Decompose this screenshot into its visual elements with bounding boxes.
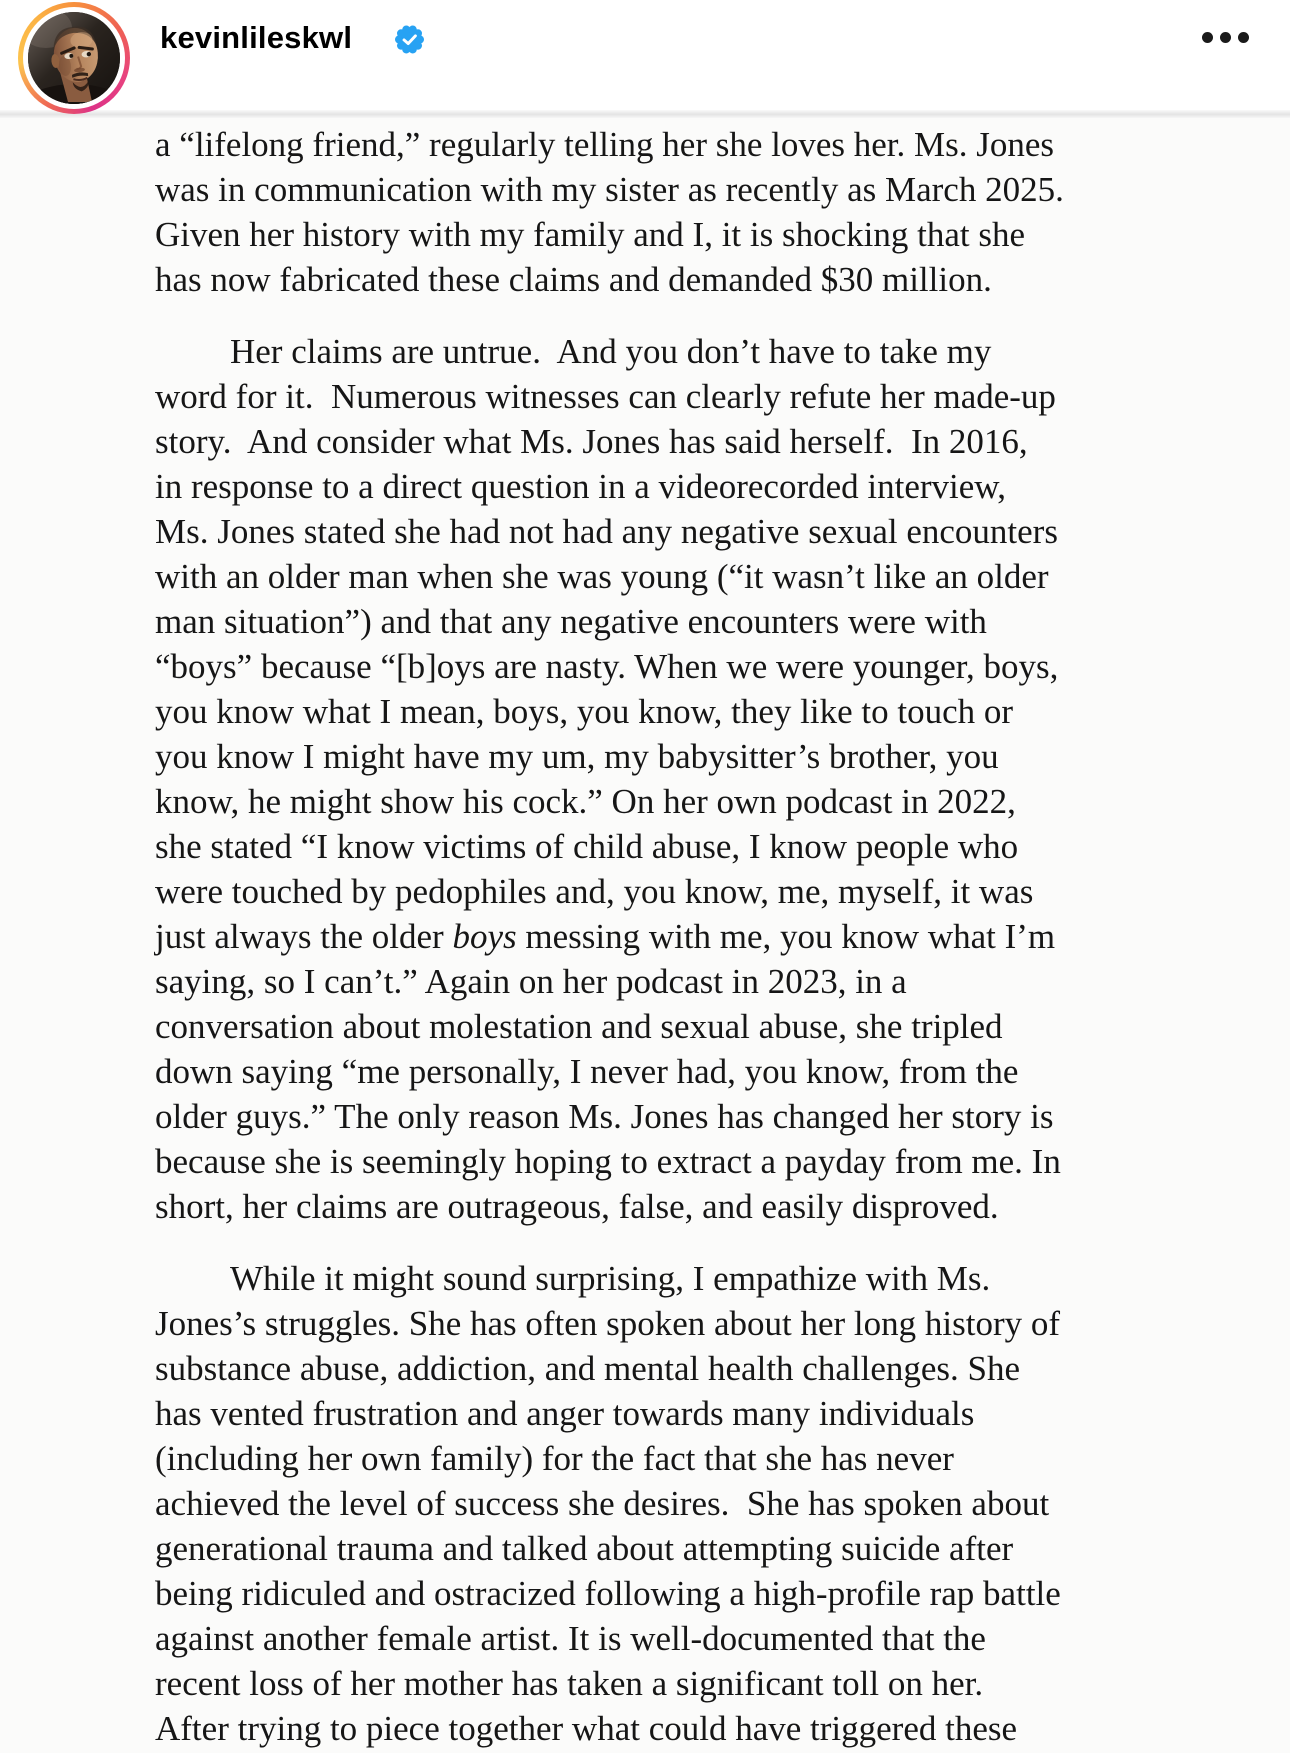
more-options-icon — [1238, 32, 1249, 43]
document-line: has vented frustration and anger towards many individuals — [155, 1394, 975, 1433]
profile-avatar[interactable] — [28, 12, 120, 104]
post-image[interactable] — [0, 118, 1290, 1753]
document-line: Jones’s struggles. She has often spoken about her long history of — [155, 1304, 1061, 1343]
document-line: down saying “me personally, I never had, you know, from the — [155, 1052, 1019, 1091]
username-link[interactable]: kevinlileskwl — [160, 20, 353, 55]
post-header — [0, 0, 1290, 110]
document-line: against another female artist. It is well-documented that the — [155, 1619, 986, 1658]
document-paragraph — [155, 1256, 1290, 1751]
document-line: has now fabricated these claims and demanded $30 million. — [155, 260, 992, 299]
document-line: Given her history with my family and I, it is shocking that she — [155, 215, 1026, 254]
more-options-icon — [1202, 32, 1213, 43]
document-line: Ms. Jones stated she had not had any negative sexual encounters — [155, 512, 1058, 551]
document-line: “boys” because “[b]oys are nasty. When we were younger, boys, — [155, 647, 1059, 686]
document-line: being ridiculed and ostracized following a high-profile rap battle — [155, 1574, 1061, 1613]
document-line: After trying to piece together what could have triggered these — [155, 1709, 1018, 1748]
document-line: just always the older boys messing with me, you know what I’m — [155, 917, 1056, 956]
document-line: in response to a direct question in a videorecorded interview, — [155, 467, 1007, 506]
document-line: were touched by pedophiles and, you know, me, myself, it was — [155, 872, 1034, 911]
document-line: you know I might have my um, my babysitter’s brother, you — [155, 737, 999, 776]
document-paragraph — [155, 122, 1290, 302]
document-line: with an older man when she was young (“it wasn’t like an older — [155, 557, 1049, 596]
document-line: generational trauma and talked about attempting suicide after — [155, 1529, 1014, 1568]
document-line: Her claims are untrue. And you don’t have to take my — [230, 332, 992, 371]
more-options-icon — [1220, 32, 1231, 43]
document-line: you know what I mean, boys, you know, they like to touch or — [155, 692, 1014, 731]
document-line: man situation”) and that any negative encounters were with — [155, 602, 987, 641]
avatar-portrait-image — [28, 12, 120, 104]
document-line: recent loss of her mother has taken a significant toll on her. — [155, 1664, 984, 1703]
document-line: word for it. Numerous witnesses can clearly refute her made-up — [155, 377, 1056, 416]
document-line: know, he might show his cock.” On her own podcast in 2022, — [155, 782, 1016, 821]
document-line: achieved the level of success she desires. She has spoken about — [155, 1484, 1050, 1523]
verified-badge-icon — [395, 25, 424, 54]
header-divider — [0, 110, 1290, 118]
document-line: older guys.” The only reason Ms. Jones has changed her story is — [155, 1097, 1054, 1136]
story-ring[interactable] — [18, 2, 130, 114]
document-line: a “lifelong friend,” regularly telling her she loves her. Ms. Jones — [155, 125, 1055, 164]
document-line: While it might sound surprising, I empathize with Ms. — [230, 1259, 991, 1298]
document-line: because she is seemingly hoping to extract a payday from me. In — [155, 1142, 1061, 1181]
document-text — [0, 118, 1290, 1751]
document-line: story. And consider what Ms. Jones has said herself. In 2016, — [155, 422, 1028, 461]
document-line: saying, so I can’t.” Again on her podcast in 2023, in a — [155, 962, 907, 1001]
document-line: was in communication with my sister as recently as March 2025. — [155, 170, 1064, 209]
document-paragraph — [155, 329, 1290, 1229]
document-line: (including her own family) for the fact that she has never — [155, 1439, 954, 1478]
document-line: she stated “I know victims of child abuse, I know people who — [155, 827, 1019, 866]
document-line: short, her claims are outrageous, false, and easily disproved. — [155, 1187, 999, 1226]
document-line: conversation about molestation and sexual abuse, she tripled — [155, 1007, 1003, 1046]
document-line: substance abuse, addiction, and mental health challenges. She — [155, 1349, 1021, 1388]
more-options-button[interactable] — [1202, 31, 1249, 44]
